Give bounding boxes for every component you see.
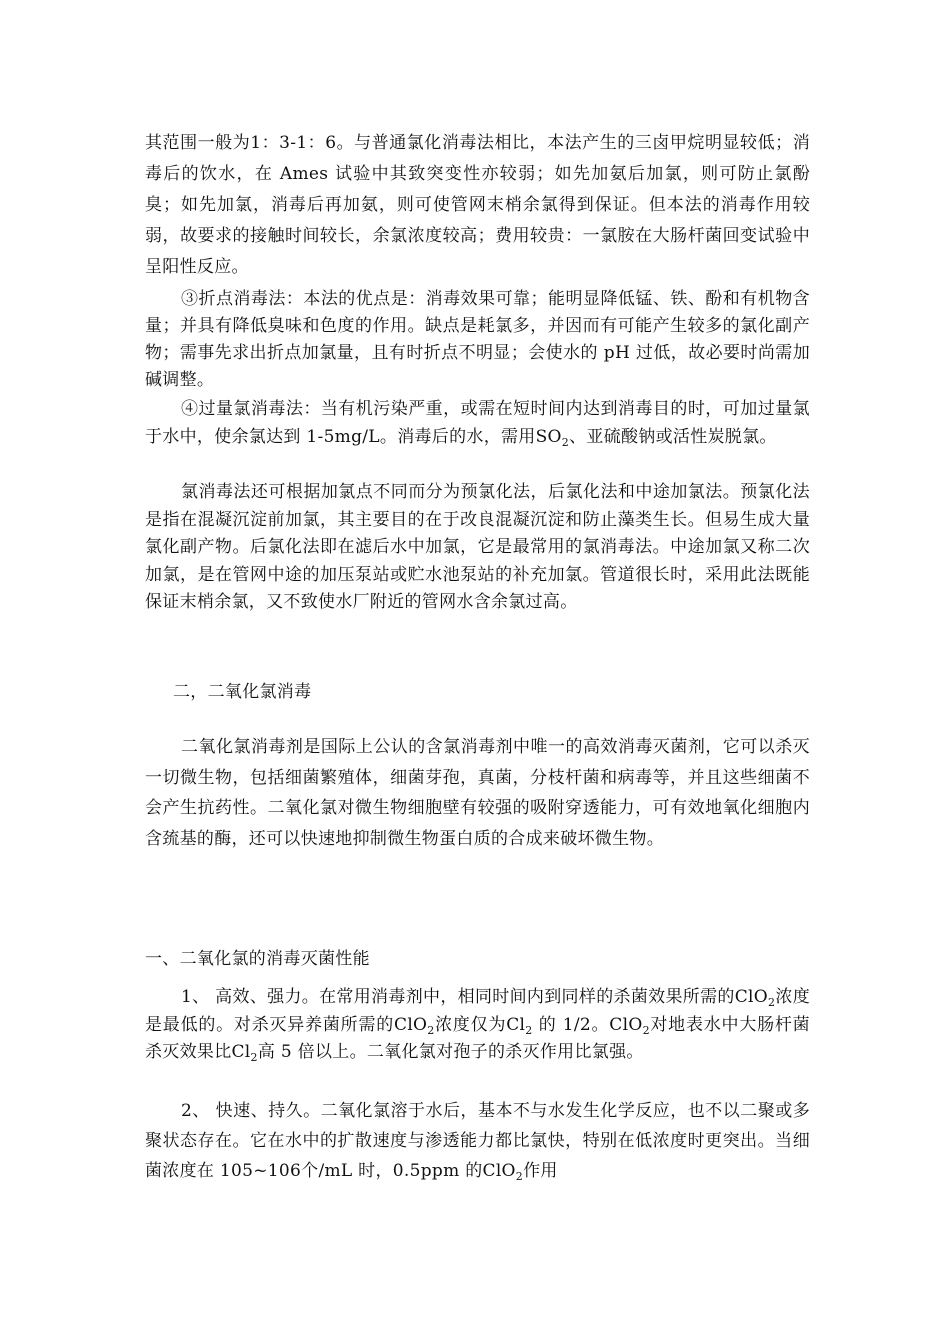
paragraph-high-efficiency: 1、 高效、强力。在常用消毒剂中，相同时间内到同样的杀菌效果所需的ClO$_2$浓度是最低的。对杀灭异养菌所需的ClO$_2$浓度仅为$Cl_2$ 的 1/2。ClO$_2$对地表水中大肠杆菌杀灭效果比$Cl_2$高 5 倍以上。二氧化氯对孢子的杀灭作用比氯强。 — [145, 987, 810, 1064]
paragraph-chlorination-points: 氯消毒法还可根据加氯点不同而分为预氯化法，后氯化法和中途加氯法。预氯化法是指在混凝沉淀前加氯，其主要目的在于改良混凝沉淀和防止藻类生长。但易生成大量氯化副产物。后氯化法即在滤后水中加氯，它是最常用的氯消毒法。中途加氯又称二次加氯，是在管网中途的加压泵站或贮水池泵站的补充加氯。管道很长时，采用此法既能保证末梢余氯，又不致使水厂附近的管网水含余氯过高。 — [145, 482, 810, 612]
paragraph-fast-lasting: 2、 快速、持久。二氧化氯溶于水后，基本不与水发生化学反应，也不以二聚或多聚状态存在。它在水中的扩散速度与渗透能力都比氯快，特别在低浓度时更突出。当细菌浓度在 105~106个/mL 时，0.5ppm 的ClO$_2$作用 — [145, 1101, 810, 1183]
section-heading-chlorine-dioxide: 二，二氧化氯消毒 — [173, 682, 312, 702]
paragraph-chlorine-dioxide-intro: 二氧化氯消毒剂是国际上公认的含氯消毒剂中唯一的高效消毒灭菌剂，它可以杀灭一切微生物，包括细菌繁殖体，细菌芽孢，真菌，分枝杆菌和病毒等，并且这些细菌不会产生抗药性。二氧化氯对微生物细胞壁有较强的吸附穿透能力，可有效地氧化细胞内含巯基的酶，还可以快速地抑制微生物蛋白质的合成来破坏微生物。 — [145, 737, 810, 849]
section-heading-disinfection-performance: 一、二氧化氯的消毒灭菌性能 — [145, 949, 370, 969]
paragraph-chloramine-summary: 其范围一般为1：3-1：6。与普通氯化消毒法相比，本法产生的三卤甲烷明显较低；消毒后的饮水，在 Ames 试验中其致突变性亦较弱；如先加氨后加氯，则可防止氯酚臭；如先加氯，消毒后再加氨，则可使管网末梢余氯得到保证。但本法的消毒作用较弱，故要求的接触时间较长，余氯浓度较高；费用较贵：一氯胺在大肠杆菌回变试验中呈阳性反应。 — [145, 133, 810, 277]
paragraph-excess-chlorine-method: ④过量氯消毒法：当有机污染严重，或需在短时间内达到消毒目的时，可加过量氯于水中，使余氯达到 1-5mg/L。消毒后的水，需用$SO_2$、亚硫酸钠或活性炭脱氯。 — [145, 399, 810, 449]
paragraph-breakpoint-method: ③折点消毒法：本法的优点是：消毒效果可靠；能明显降低锰、铁、酚和有机物含量；并具有降低臭味和色度的作用。缺点是耗氯多，并因而有可能产生较多的氯化副产物；需事先求出折点加氯量，且有时折点不明显；会使水的 pH 过低，故必要时尚需加碱调整。 — [145, 289, 810, 390]
